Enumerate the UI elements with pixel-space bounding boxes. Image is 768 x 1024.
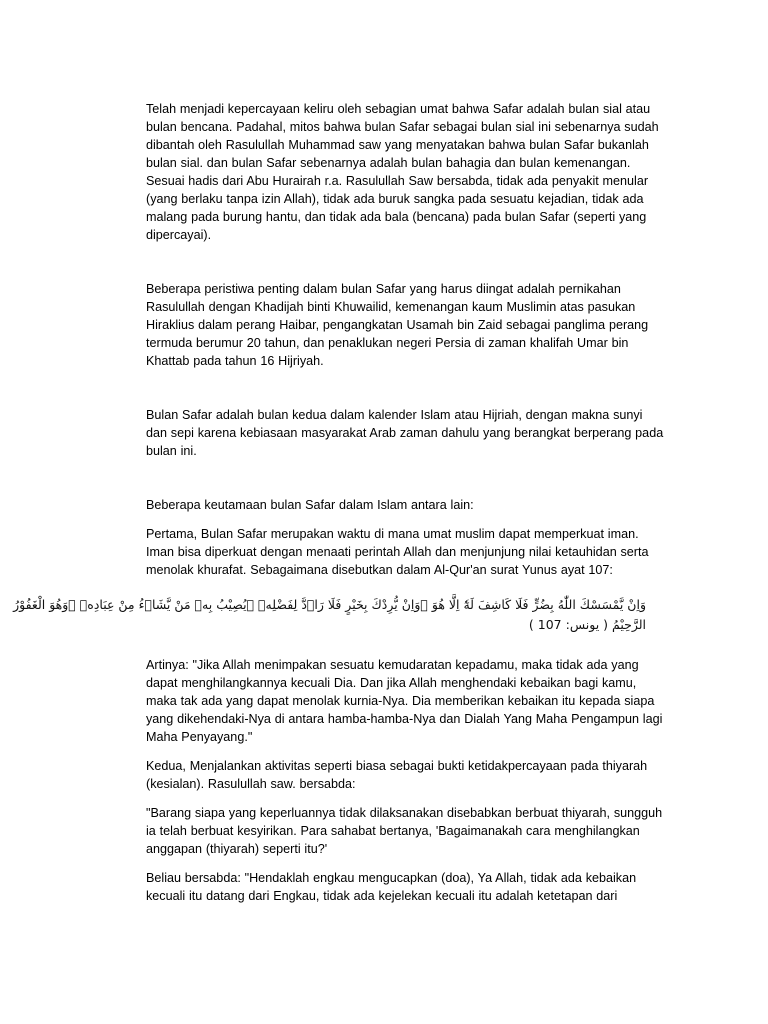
paragraph-safar-myth: Telah menjadi kepercayaan keliru oleh sebagian umat bahwa Safar adalah bulan sial atau bulan bencana. Padahal, mitos bahwa bulan Safar sebagai bulan sial ini sebenarnya sudah dibantah oleh Rasulullah Muhammad saw yang menyatakan bahwa bulan Safar bukanlah bulan sial. dan bulan Safar sebenarnya adalah bulan bahagia dan bulan kemenangan. Sesuai hadis dari Abu Hurairah r.a. Rasulullah Saw bersabda, tidak ada penyakit menular (yang berlaku tanpa izin Allah), tidak ada buruk sangka pada sesuatu kejadian, tidak ada malang pada burung hantu, dan tidak ada bala (bencana) pada bulan Safar (seperti yang dipercayai). (146, 102, 659, 242)
document-body-continued (146, 656, 666, 905)
paragraph-verse-translation: Artinya: "Jika Allah menimpakan sesuatu kemudaratan kepadamu, maka tidak ada yang dapat menghilangkannya kecuali Dia. Dan jika Allah menghendaki kebaikan bagi kamu, maka tak ada yang dapat menolak kurnia-Nya. Dia memberikan kebaikan itu kepada siapa yang dikehendaki-Nya di antara hamba-hamba-Nya dan Dialah Yang Maha Pengampun lagi Maha Penyayang." (146, 658, 663, 744)
paragraph-safar-meaning: Bulan Safar adalah bulan kedua dalam kalender Islam atau Hijriah, dengan makna sunyi dan sepi karena kebiasaan masyarakat Arab zaman dahulu yang berangkat berperang pada bulan ini. (146, 408, 664, 458)
paragraph-hadith-quote: "Barang siapa yang keperluannya tidak dilaksanakan disebabkan berbuat thiyarah, sungguh ia telah berbuat kesyirikan. Para sahabat bertanya, 'Bagaimanakah cara menghilangkan anggapan (thiyarah) seperti itu?' (146, 806, 663, 856)
document-body (146, 100, 666, 579)
paragraph-prophet-answer: Beliau bersabda: "Hendaklah engkau mengucapkan (doa), Ya Allah, tidak ada kebaikan kecuali itu datang dari Engkau, tidak ada kejelekan kecuali itu adalah ketetapan dari (146, 871, 637, 903)
paragraph-first-virtue: Pertama, Bulan Safar merupakan waktu di mana umat muslim dapat memperkuat iman. Iman bisa diperkuat dengan menaati perintah Allah dan menjunjung nilai ketauhidan serta menolak khurafat. Sebagaimana disebutkan dalam Al-Qur'an surat Yunus ayat 107: (146, 527, 649, 577)
paragraph-virtues-intro: Beberapa keutamaan bulan Safar dalam Islam antara lain: (146, 498, 474, 512)
paragraph-important-events: Beberapa peristiwa penting dalam bulan Safar yang harus diingat adalah pernikahan Rasulullah dengan Khadijah binti Khuwailid, kemenangan kaum Muslimin atas pasukan Hiraklius dalam perang Haibar, pengangkatan Usamah bin Zaid sebagai panglima perang termuda berumur 20 tahun, dan penaklukan negeri Persia di zaman khalifah Umar bin Khattab pada tahun 16 Hijriyah. (146, 282, 649, 368)
arabic-verse-line-1: وَاِنْ يَّمْسَسْكَ اللّٰهُ بِضُرٍّ فَلَا كَاشِفَ لَهٗٓ اِلَّا هُوَ ۚوَاِنْ يُّرِدْكَ بِخَيْرٍ فَلَا رَاۤدَّ لِفَضْلِهٖ ۗيُصِيْبُ بِهٖ مَنْ يَّشَاۤءُ مِنْ عِبَادِهٖ ۗوَهُوَ الْغَفُوْرُ (13, 597, 646, 612)
arabic-verse-yunus-107 (13, 595, 646, 635)
arabic-verse-line-2: الرَّحِيْمُ ( يونس: 107 ) (528, 617, 646, 632)
paragraph-second-virtue: Kedua, Menjalankan aktivitas seperti biasa sebagai bukti ketidakpercayaan pada thiyarah (kesialan). Rasulullah saw. bersabda: (146, 759, 648, 791)
